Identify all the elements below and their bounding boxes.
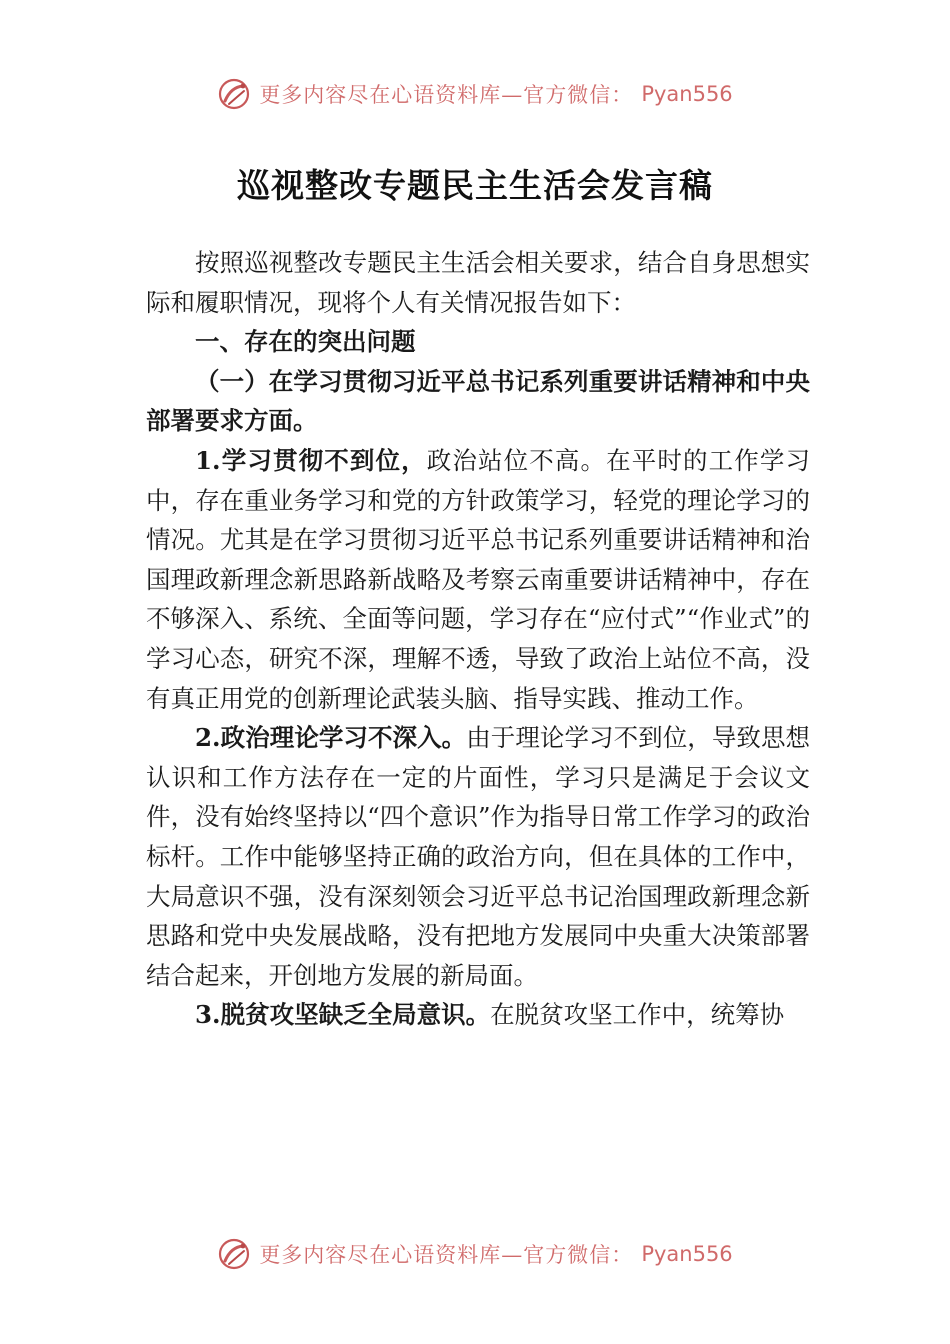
- item-lead-1: 1.学习贯彻不到位，: [195, 445, 427, 475]
- section-heading: 一、存在的突出问题: [195, 327, 416, 357]
- document-body: [146, 243, 810, 1035]
- item-lead-2: 2.政治理论学习不深入。: [195, 723, 467, 753]
- item-body-3: 在脱贫攻坚工作中，统筹协: [490, 1000, 785, 1030]
- item-paragraph-2: [146, 718, 810, 995]
- item-paragraph-3: [146, 995, 810, 1035]
- item-lead-3: 3.脱贫攻坚缺乏全局意识。: [195, 1000, 491, 1030]
- intro-paragraph: 按照巡视整改专题民主生活会相关要求，结合自身思想实际和履职情况，现将个人有关情况报告如下：: [146, 248, 810, 317]
- header-banner-text: 更多内容尽在心语资料库—官方微信：: [259, 83, 634, 107]
- footer-banner: [0, 1234, 950, 1274]
- footer-banner-id: Pyan556: [641, 1242, 733, 1266]
- item-body-2: 由于理论学习不到位，导致思想认识和工作方法存在一定的片面性，学习只是满足于会议文件，没有始终坚持以“四个意识”作为指导日常工作学习的政治标杆。工作中能够坚持正确的政治方向，但在具体的工作中，大局意识不强，没有深刻领会习近平总书记治国理政新理念新思路和党中央发展战略，没有把地方发展同中央重大决策部署结合起来，开创地方发展的新局面。: [146, 723, 811, 990]
- subsection-heading: （一）在学习贯彻习近平总书记系列重要讲话精神和中央部署要求方面。: [146, 366, 810, 436]
- item-paragraph-1: [146, 441, 810, 718]
- seal-logo-icon: [217, 1237, 251, 1271]
- header-banner: [0, 74, 950, 114]
- seal-logo-icon: [217, 77, 251, 111]
- header-banner-id: Pyan556: [641, 82, 733, 106]
- footer-banner-text: 更多内容尽在心语资料库—官方微信：: [259, 1243, 634, 1267]
- document-title: 巡视整改专题民主生活会发言稿: [237, 166, 713, 205]
- item-body-1: 政治站位不高。在平时的工作学习中，存在重业务学习和党的方针政策学习，轻党的理论学习的情况。尤其是在学习贯彻习近平总书记系列重要讲话精神和治国理政新理念新思路新战略及考察云南重要讲话精神中，存在不够深入、系统、全面等问题，学习存在“应付式”“作业式”的学习心态，研究不深，理解不透，导致了政治上站位不高，没有真正用党的创新理论武装头脑、指导实践、推动工作。: [146, 445, 811, 713]
